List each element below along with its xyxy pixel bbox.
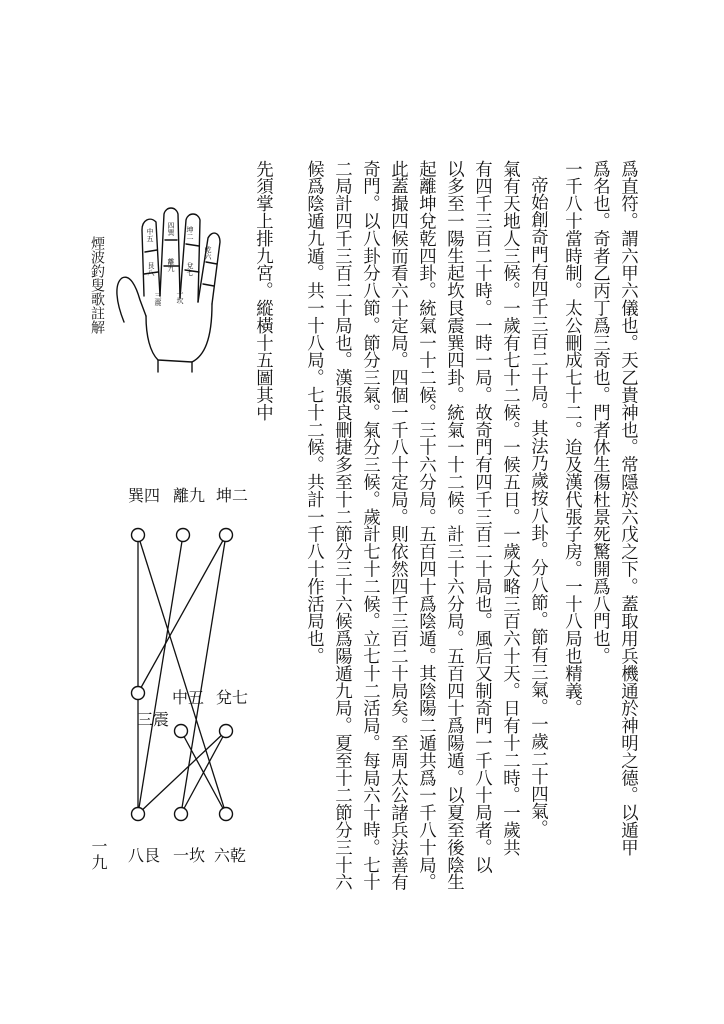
diagram-node-kun [220,529,233,542]
diagram-node-dui [220,725,233,738]
hand-label-qian-liu: 乾六 [204,246,212,260]
diagram-node-li [177,529,190,542]
hand-label-san-zhen: 三震 [154,292,162,306]
label-li-jiu: 離九 [173,486,206,505]
hand-label-kun-er: 坤二 [186,226,194,240]
text-column-1: 爲直符。謂六甲六儀也。天乙貴神也。常隱於六戊之下。蓋取用兵機通於神明之德。以遁甲 [617,160,638,856]
hand-label-dui-qi: 兌七 [186,262,194,276]
text-column-13: 先須掌上排九宮。縱橫十五圖其中 [252,160,273,421]
hand-label-xun-si: 四巽 [167,222,175,236]
text-column-6: 有四千三百二十時。一時一局。故奇門有四千三百二十局也。風后又制奇門一千八十局者。以 [471,160,492,874]
text-column-10: 奇門。以八卦分八節。節分三氣。氣分三候。歲計七十二候。立七十二活局。每局六十時。七十 [359,160,380,891]
text-column-5: 氣有天地人三候。一歲有七十二候。一候五日。一歲大略三百六十天。日有十二時。一歲共 [499,160,520,856]
label-zhong-wu: 中五 [172,688,205,707]
label-san-zhen: 三震 [137,710,170,729]
label-liu-qian: 六乾 [214,846,247,865]
text-column-8: 起離坤兌乾四卦。統氣一十二候。三十六分局。五百四十爲陰遁。其陰陽二遁共爲一千八十局。 [415,160,436,891]
diagram-node-xun [132,529,145,542]
text-column-3: 一千八十當時制。太公刪成七十二。迨及漢代張子房。一十八局也精義。 [561,160,582,717]
label-ba-gen: 八艮 [128,846,161,865]
label-dui-qi: 兌七 [216,688,249,707]
hand-label-yi-kan: 一坎 [176,290,184,304]
label-yi-kan: 一坎 [173,846,206,865]
label-xun-si: 巽四 [128,486,161,505]
diagram-node-zhen [132,687,145,700]
hand-label-gen-ba: 艮八 [147,262,155,276]
diagram-node-zhong [175,725,188,738]
hand-label-li-jiu: 離九 [167,258,175,272]
text-column-11: 二局計四千三百二十局也。漢張良刪捷多至十二節分三十六候爲陽遁九局。夏至十二節分三十六 [331,160,352,891]
page-number: 一九 [89,838,108,870]
text-column-2: 爲名也。奇者乙丙丁爲三奇也。門者休生傷杜景死驚開爲八門也。 [589,160,610,665]
text-column-9: 此蓋撮四候而看六十定局。四個一千八十定局。則依然四千三百二十局矣。至周太公諸兵法善有 [387,160,408,891]
hand-label-zhong-wu: 中五 [146,228,154,242]
diagram-node-gen [132,808,145,821]
diagram-node-kan [175,808,188,821]
text-column-7: 以多至一陽生起坎艮震巽四卦。統氣一十二候。計三十六分局。五百四十爲陽遁。以夏至後陰生 [443,160,464,891]
side-title: 煙波釣叟歌註解 [89,236,105,334]
text-column-4: 帝始創奇門有四千三百二十局。其法乃歲按八卦。分八節。節有三氣。一歲二十四氣。 [527,176,548,838]
diagram-line-li-gen [138,535,183,814]
text-column-12: 候爲陰遁九遁。共一十八局。七十二候。共計一千八十作活局也。 [303,160,324,665]
label-kun-er: 坤二 [216,486,249,505]
diagram-node-qian [220,808,233,821]
